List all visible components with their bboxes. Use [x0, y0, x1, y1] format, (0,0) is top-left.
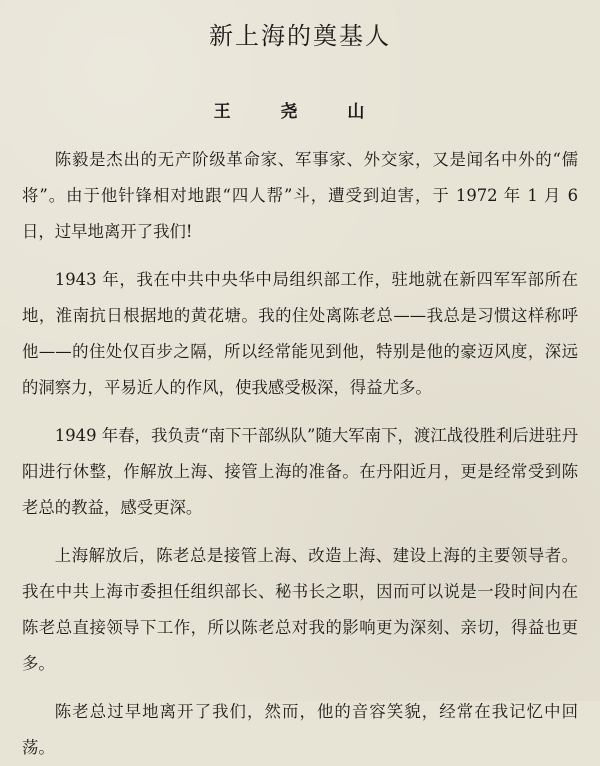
paragraph-5: 陈老总过早地离开了我们，然而，他的音容笑貌，经常在我记忆中回荡。: [22, 702, 578, 757]
paragraph-2: 1943 年，我在中共中央华中局组织部工作，驻地就在新四军军部所在地，淮南抗日根据地的黄花塘。我的住处离陈老总——我总是习惯这样称呼他——的住处仅百步之隔，所以经常能见到他，特别是他的豪迈风度，深远的洞察力，平易近人的作风，使我感受极深，得益尤多。: [22, 270, 578, 397]
article-author: 王 尧 山: [213, 102, 387, 122]
paragraph-1: 陈毅是杰出的无产阶级革命家、军事家、外交家，又是闻名中外的“儒将”。由于他针锋相对地跟“四人帮”斗，遭受到迫害，于 1972 年 1 月 6 日，过早地离开了我们!: [22, 150, 578, 241]
paragraph-3: 1949 年春，我负责“南下干部纵队”随大军南下，渡江战役胜利后进驻丹阳进行休整，作解放上海、接管上海的准备。在丹阳近月，更是经常受到陈老总的教益，感受更深。: [22, 426, 578, 517]
article-title: 新上海的奠基人: [209, 22, 391, 50]
article-body: [22, 142, 578, 766]
paragraph-4: 上海解放后，陈老总是接管上海、改造上海、建设上海的主要领导者。我在中共上海市委担任组织部长、秘书长之职，因而可以说是一段时间内在陈老总直接领导下工作，所以陈老总对我的影响更为深刻、亲切，得益也更多。: [22, 546, 578, 673]
